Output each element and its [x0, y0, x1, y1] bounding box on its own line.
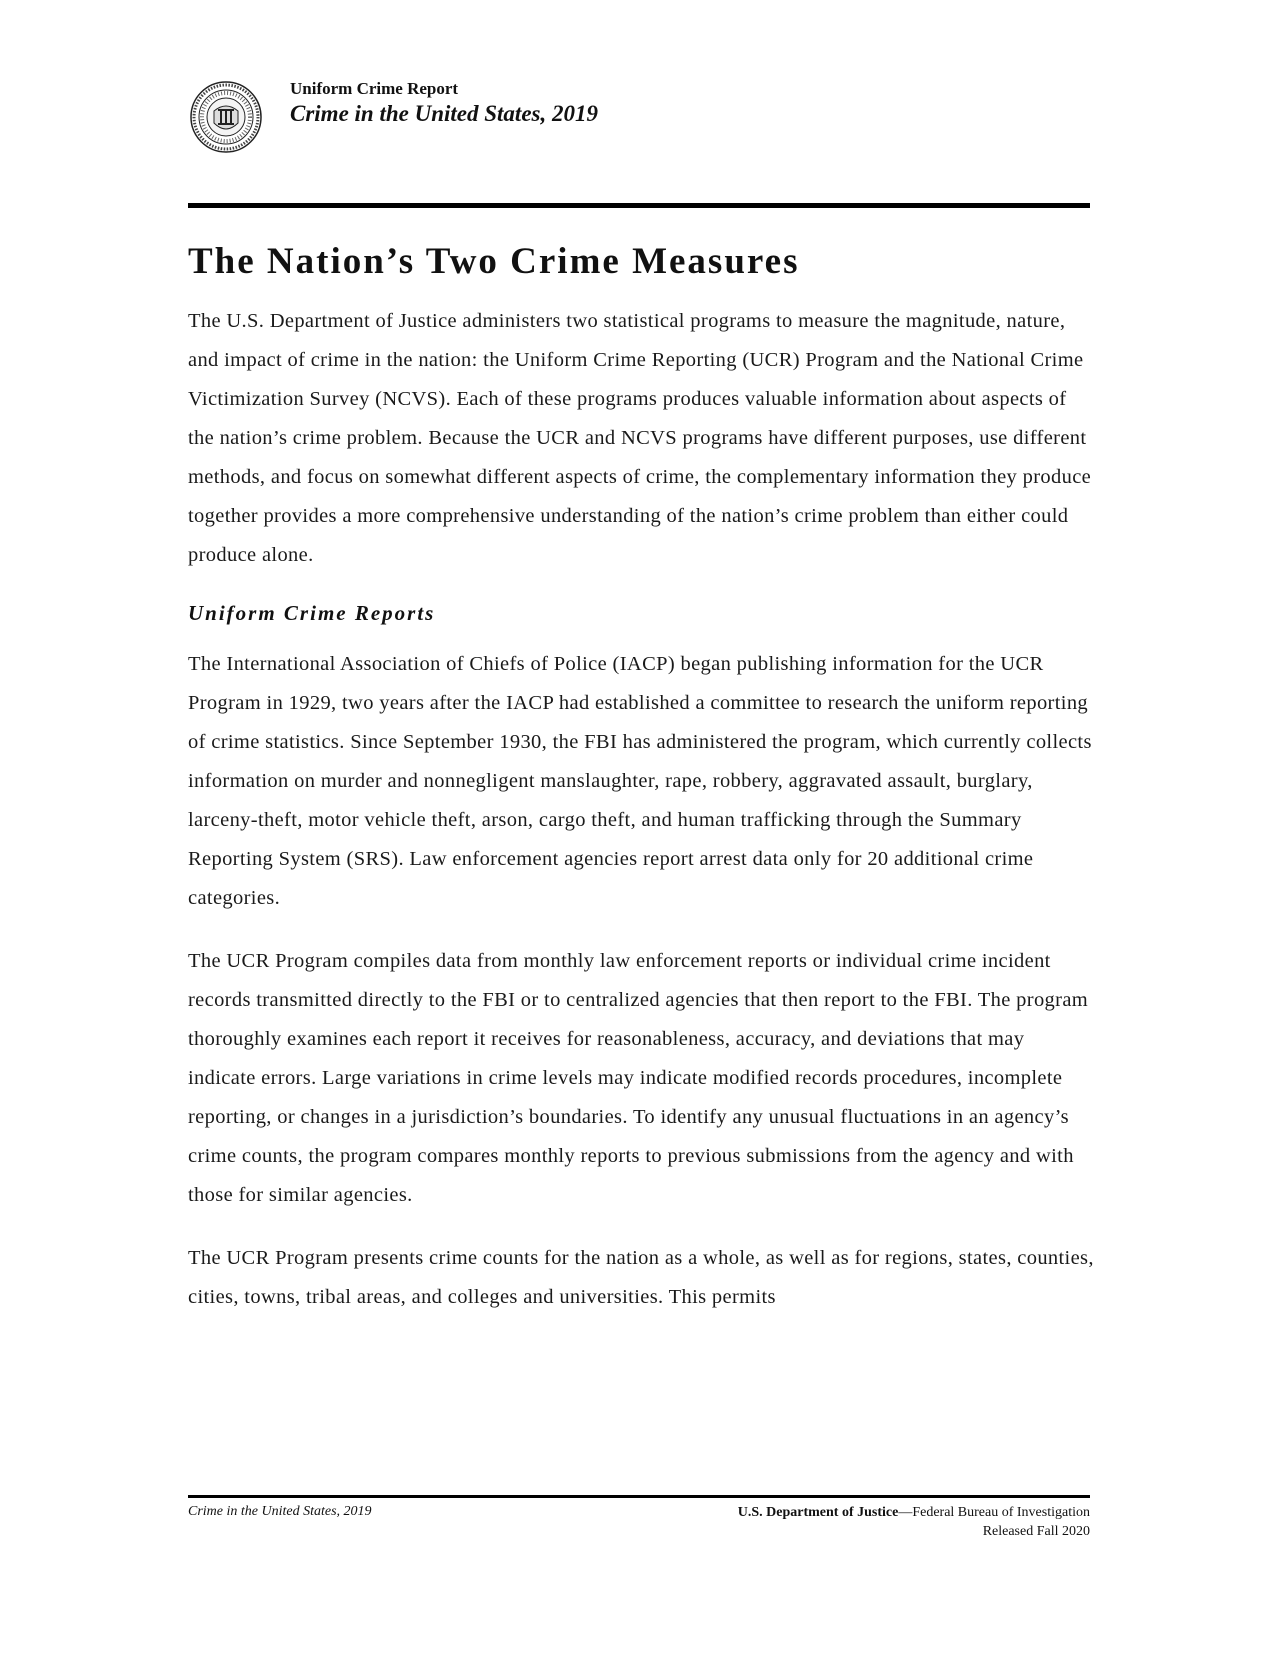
footer-divider	[188, 1495, 1090, 1498]
footer-release-date: Released Fall 2020	[982, 1524, 1090, 1539]
report-title: Crime in the United States, 2019	[290, 101, 598, 126]
header-divider	[188, 203, 1090, 208]
body-paragraph: The UCR Program presents crime counts for the nation as a whole, as well as for regions, states, counties, cities, towns, tribal areas, and colleges and universities. This permits	[188, 1247, 1094, 1308]
fbi-seal-icon	[190, 81, 262, 153]
report-series: Uniform Crime Report	[290, 79, 459, 98]
body-paragraph: The International Association of Chiefs of Police (IACP) began publishing information for the UCR Program in 1929, two years after the IACP had established a committee to research the uniform reporting of crime statistics. Since September 1930, the FBI has administered the program, which currently collects information on murder and nonnegligent manslaughter, rape, robbery, aggravated assault, burglary, larceny-theft, motor vehicle theft, arson, cargo theft, and human trafficking through the Summary Reporting System (SRS). Law enforcement agencies report arrest data only for 20 additional crime categories.	[188, 653, 1092, 909]
intro-paragraph: The U.S. Department of Justice administers two statistical programs to measure the magnitude, nature, and impact of crime in the nation: the Uniform Crime Reporting (UCR) Program and the National Crime Victimization Survey (NCVS). Each of these programs produces valuable information about aspects of the nation’s crime problem. Because the UCR and NCVS programs have different purposes, use different methods, and focus on somewhat different aspects of crime, the complementary information they produce together provides a more comprehensive understanding of the nation’s crime problem than either could produce alone.	[188, 310, 1092, 566]
footer-department: U.S. Department of Justice	[737, 1505, 899, 1520]
footer-bureau: —Federal Bureau of Investigation	[898, 1505, 1090, 1520]
body-content	[188, 302, 1094, 1317]
footer-publication: Crime in the United States, 2019	[188, 1504, 372, 1519]
body-paragraph: The UCR Program compiles data from monthly law enforcement reports or individual crime incident records transmitted directly to the FBI or to centralized agencies that then report to the FBI. The program thoroughly examines each report it receives for reasonableness, accuracy, and deviations that may indicate errors. Large variations in crime levels may indicate modified records procedures, incomplete reporting, or changes in a jurisdiction’s boundaries. To identify any unusual fluctuations in an agency’s crime counts, the program compares monthly reports to previous submissions from the agency and with those for similar agencies.	[188, 950, 1089, 1206]
page-title: The Nation’s Two Crime Measures	[188, 241, 800, 282]
section-heading: Uniform Crime Reports	[188, 601, 436, 625]
footer-agency	[738, 1503, 1090, 1541]
document-header	[290, 78, 598, 128]
